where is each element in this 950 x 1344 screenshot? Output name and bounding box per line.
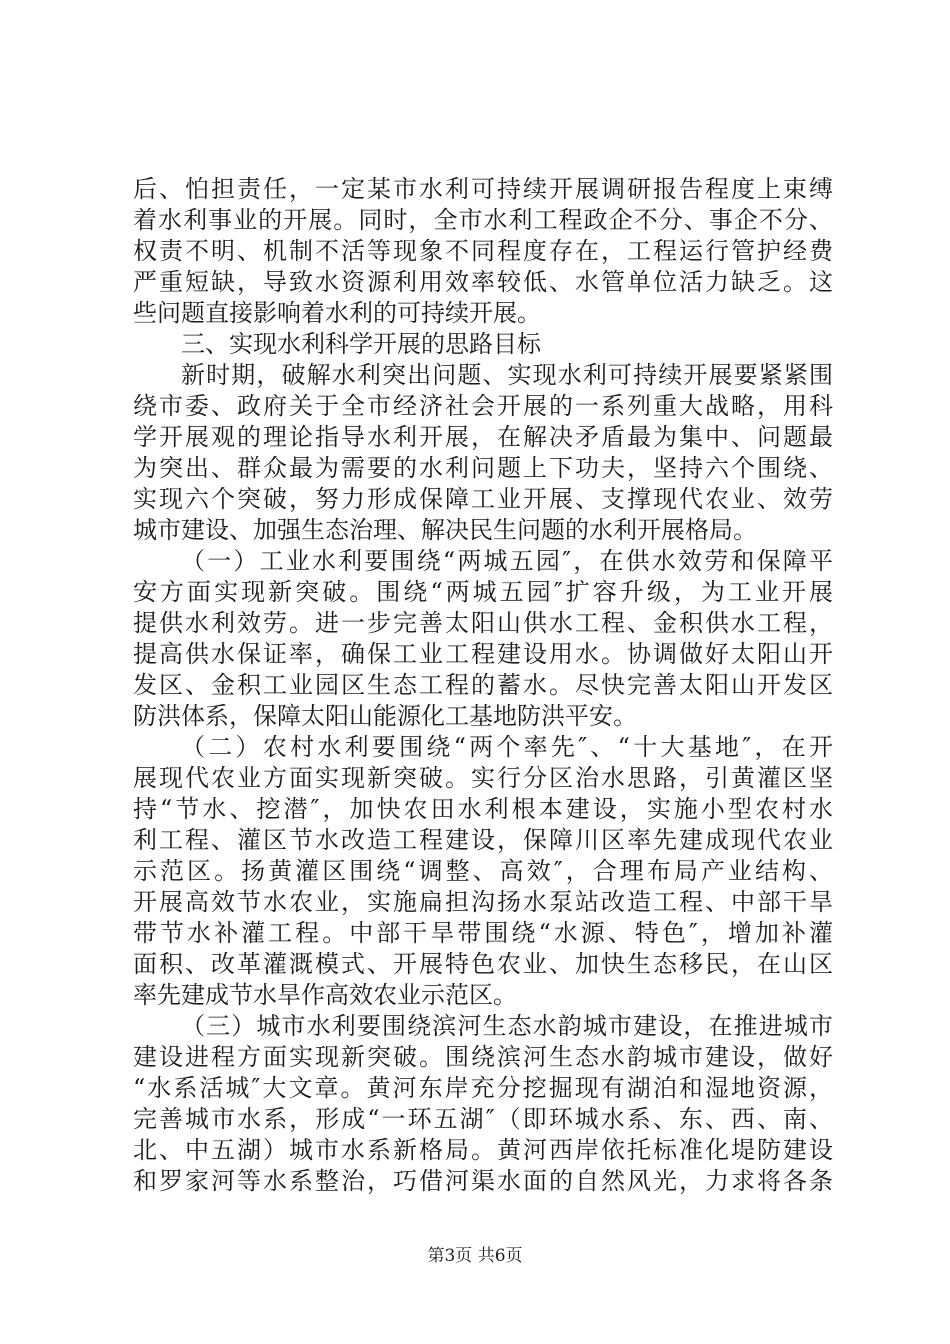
- text-line: 为突出、群众最为需要的水利问题上下功夫，坚持六个围绕、: [133, 454, 833, 482]
- text-line: （三）城市水利要围绕滨河生态水韵城市建设，在推进城市: [181, 1012, 833, 1040]
- text-line: 面积、改革灌溉模式、开展特色农业、加快生态移民，在山区: [133, 950, 833, 978]
- text-line: 北、中五湖）城市水系新格局。黄河西岸依托标准化堤防建设: [133, 1136, 833, 1164]
- text-line: 带节水补灌工程。中部干旱带围绕“水源、特色″，增加补灌: [133, 919, 833, 947]
- text-line: “水系活城″大文章。黄河东岸充分挖掘现有湖泊和湿地资源，: [133, 1074, 833, 1102]
- text-line: 持“节水、挖潜″，加快农田水利根本建设，实施小型农村水: [133, 795, 833, 823]
- text-line: 示范区。扬黄灌区围绕“调整、高效″，合理布局产业结构、: [133, 857, 833, 885]
- text-line: 完善城市水系，形成“一环五湖″（即环城水系、东、西、南、: [133, 1105, 833, 1133]
- text-line: 提供水利效劳。进一步完善太阳山供水工程、金积供水工程，: [133, 609, 833, 637]
- text-line: 实现六个突破，努力形成保障工业开展、支撑现代农业、效劳: [133, 485, 833, 513]
- text-line: 开展高效节水农业，实施扁担沟扬水泵站改造工程、中部干旱: [133, 888, 833, 916]
- text-line: 发区、金积工业园区生态工程的蓄水。尽快完善太阳山开发区: [133, 671, 833, 699]
- text-line: 提高供水保证率，确保工业工程建设用水。协调做好太阳山开: [133, 640, 833, 668]
- text-line: 学开展观的理论指导水利开展，在解决矛盾最为集中、问题最: [133, 423, 833, 451]
- text-line: 着水利事业的开展。同时，全市水利工程政企不分、事企不分、: [133, 206, 833, 234]
- text-line: 防洪体系，保障太阳山能源化工基地防洪平安。: [133, 702, 637, 730]
- text-line: 后、怕担责任，一定某市水利可持续开展调研报告程度上束缚: [133, 175, 833, 203]
- text-line: 和罗家河等水系整治，巧借河渠水面的自然风光，力求将各条: [133, 1167, 833, 1195]
- text-line: 建设进程方面实现新突破。围绕滨河生态水韵城市建设，做好: [133, 1043, 833, 1071]
- text-line: 些问题直接影响着水利的可持续开展。: [133, 299, 541, 327]
- text-line: 利工程、灌区节水改造工程建设，保障川区率先建成现代农业: [133, 826, 833, 854]
- document-body: [133, 174, 833, 1197]
- text-line: 权责不明、机制不活等现象不同程度存在，工程运行管护经费: [133, 237, 833, 265]
- text-line: （一）工业水利要围绕“两城五园″，在供水效劳和保障平: [181, 547, 833, 575]
- text-line: 严重短缺，导致水资源利用效率较低、水管单位活力缺乏。这: [133, 268, 833, 296]
- text-line: 三、实现水利科学开展的思路目标: [181, 330, 541, 358]
- text-line: 展现代农业方面实现新突破。实行分区治水思路，引黄灌区坚: [133, 764, 833, 792]
- text-line: （二）农村水利要围绕“两个率先″、“十大基地″，在开: [181, 733, 833, 761]
- text-line: 绕市委、政府关于全市经济社会开展的一系列重大战略，用科: [133, 392, 833, 420]
- text-line: 城市建设、加强生态治理、解决民生问题的水利开展格局。: [133, 516, 757, 544]
- text-line: 率先建成节水旱作高效农业示范区。: [133, 981, 517, 1009]
- text-line: 安方面实现新突破。围绕“两城五园″扩容升级，为工业开展: [133, 578, 833, 606]
- page-footer: 第3页 共6页: [427, 1246, 523, 1266]
- text-line: 新时期，破解水利突出问题、实现水利可持续开展要紧紧围: [181, 361, 833, 389]
